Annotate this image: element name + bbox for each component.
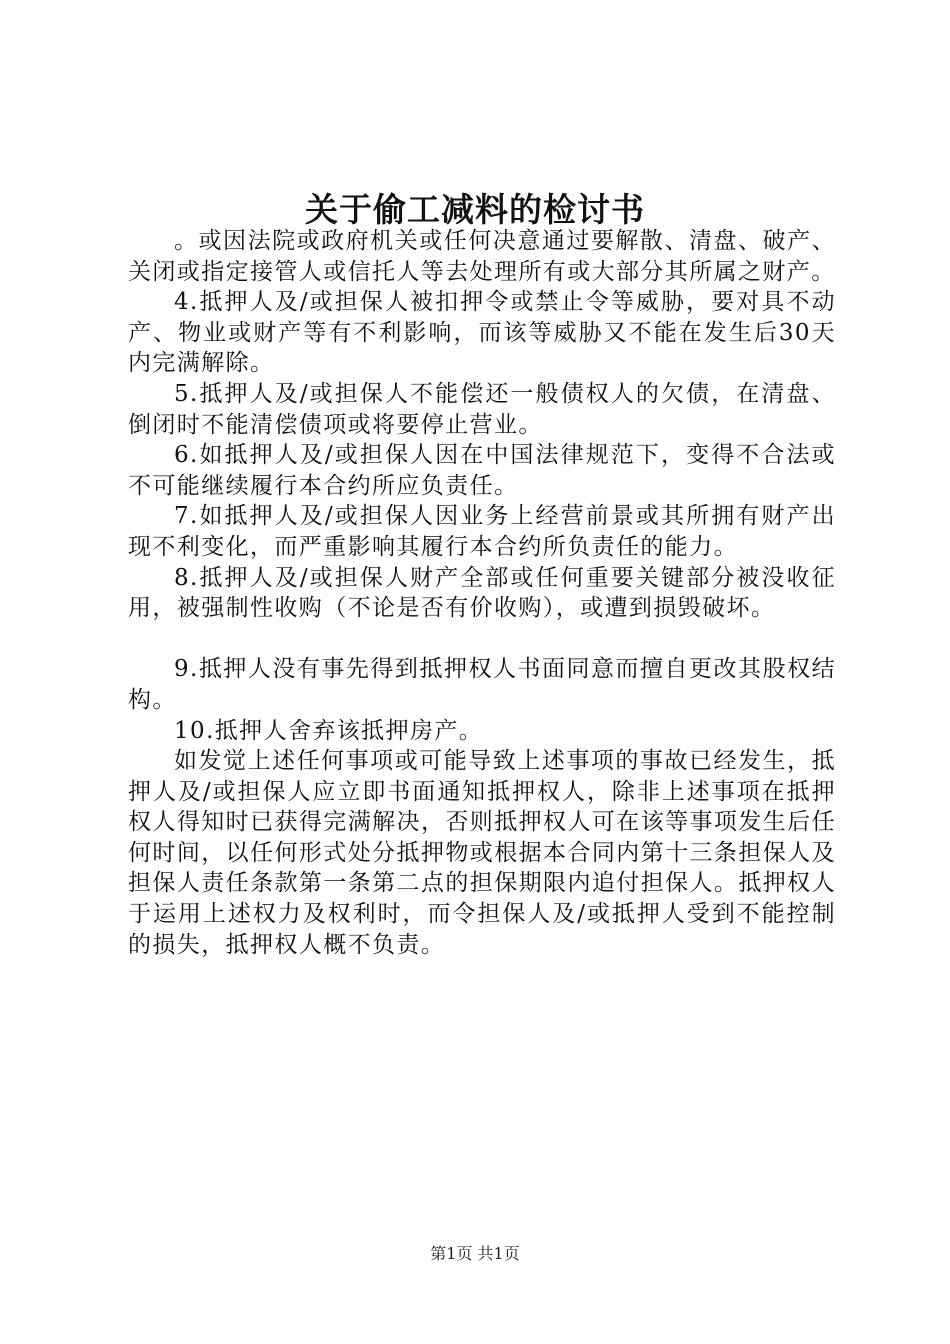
paragraph-item-8: 8.抵押人及/或担保人财产全部或任何重要关键部分被没收征用，被强制性收购（不论是否有价收购），或遭到损毁破坏。 xyxy=(128,564,836,622)
paragraph-item-6: 6.如抵押人及/或担保人因在中国法律规范下，变得不合法或不可能继续履行本合约所应负责任。 xyxy=(128,442,836,499)
page-footer: 第1页 共1页 xyxy=(430,1244,520,1263)
paragraph-item-10: 10.抵押人舍弃该抵押房产。 xyxy=(174,717,484,744)
paragraph-notification-clause: 如发觉上述任何事项或可能导致上述事项的事故已经发生，抵押人及/或担保人应立即书面通知抵押权人，除非上述事项在抵押权人得知时已获得完满解决，否则抵押权人可在该等事项发生后任何时间，以任何形式处分抵押物或根据本合同内第十三条担保人及担保人责任条款第一条第二点的担保期限内追付担保人。抵押权人于运用上述权力及权利时，而令担保人及/或抵押人受到不能控制的损失，抵押权人概不负责。 xyxy=(128,748,836,958)
paragraph-dissolution-clause: 。或因法院或政府机关或任何决意通过要解散、清盘、破产、关闭或指定接管人或信托人等去处理所有或大部分其所属之财产。 xyxy=(128,228,836,285)
paragraph-item-9: 9.抵押人没有事先得到抵押权人书面同意而擅自更改其股权结构。 xyxy=(128,656,836,713)
paragraph-item-7: 7.如抵押人及/或担保人因业务上经营前景或其所拥有财产出现不利变化，而严重影响其履行本合约所负责任的能力。 xyxy=(128,503,836,560)
paragraph-item-5: 5.抵押人及/或担保人不能偿还一般债权人的欠债，在清盘、倒闭时不能清偿债项或将要停止营业。 xyxy=(128,380,836,438)
document-title: 关于偷工减料的检讨书 xyxy=(305,190,645,229)
document-body xyxy=(128,226,836,960)
paragraph-item-4: 4.抵押人及/或担保人被扣押令或禁止令等威胁，要对具不动产、物业或财产等有不利影响，而该等威胁又不能在发生后30天内完满解除。 xyxy=(128,289,836,377)
